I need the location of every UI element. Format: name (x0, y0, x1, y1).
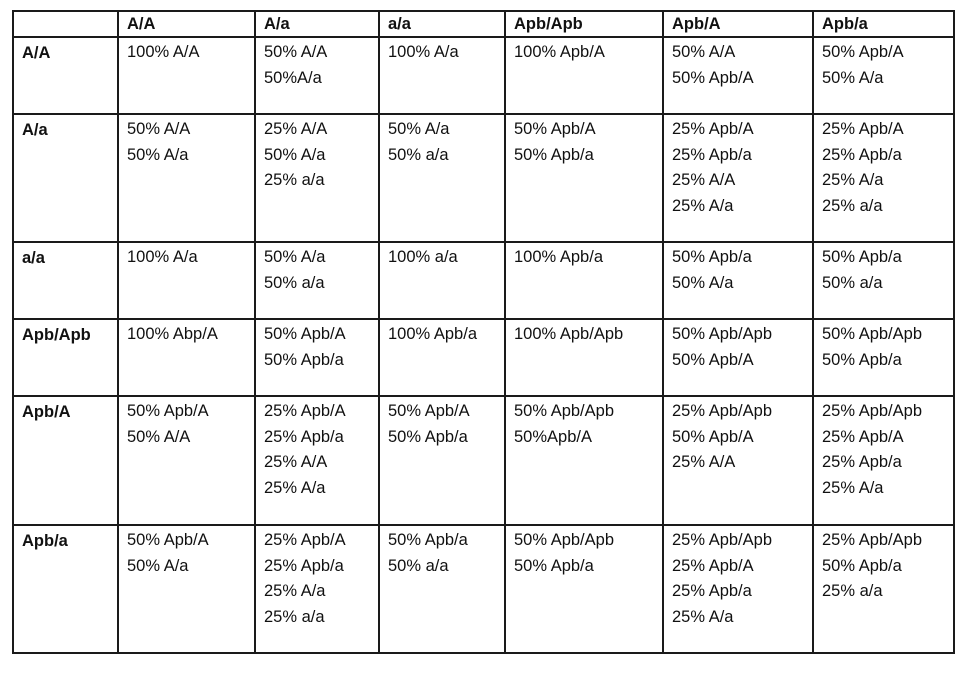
cell-line: 50% A/a (264, 145, 326, 164)
table-cell (663, 396, 813, 525)
cell-line: 50% Apb/A (514, 120, 596, 138)
cell-line: 100% Apb/A (514, 43, 605, 61)
table-cell (118, 114, 255, 242)
cell-line: 50% Apb/Apb (514, 531, 614, 549)
cell-line: 25% A/a (672, 607, 734, 626)
cell-line: 50% Apb/A (264, 325, 346, 343)
table-cell (379, 319, 505, 396)
cell-line: 25% A/a (264, 582, 326, 600)
column-header: a/a (379, 11, 505, 37)
row-header: a/a (13, 242, 118, 319)
cell-line: 25% Apb/A (264, 402, 346, 420)
cell-line: 50% Apb/a (388, 531, 468, 549)
cell-line: 25% A/A (264, 453, 328, 471)
cell-line: 50% Apb/a (388, 427, 468, 446)
table-row (13, 114, 954, 242)
table-cell (255, 114, 379, 242)
table-cell (118, 37, 255, 114)
cell-line: 50% Apb/a (514, 145, 594, 164)
table-cell (663, 242, 813, 319)
cell-line: 50% a/a (264, 273, 325, 292)
corner-cell (13, 11, 118, 37)
cell-line: 25% a/a (264, 171, 325, 189)
table-body (13, 37, 954, 653)
cell-line: 50% Apb/a (264, 350, 344, 369)
table-cell (813, 37, 954, 114)
cell-line: 25% Apb/A (672, 556, 754, 575)
cell-line: 25% a/a (822, 582, 883, 600)
cell-line: 50% Apb/A (672, 68, 754, 87)
cell-line: 100% Apb/a (388, 325, 477, 343)
cell-line: 50% A/a (388, 120, 450, 138)
cell-line: 25% A/a (822, 171, 884, 189)
cell-line: 50% Apb/a (514, 556, 594, 575)
cell-line: 25% Apb/Apb (822, 531, 922, 549)
table-cell (813, 242, 954, 319)
cell-line: 50% Apb/a (672, 248, 752, 266)
row-header: A/A (13, 37, 118, 114)
cell-line: 50% a/a (388, 145, 449, 164)
cell-line: 50% Apb/A (388, 402, 470, 420)
table-cell (255, 319, 379, 396)
cell-line: 25% Apb/A (822, 427, 904, 446)
cell-line: 50% A/a (127, 556, 189, 575)
cell-line: 50% A/A (127, 120, 191, 138)
table-row (13, 525, 954, 653)
cell-line: 50% A/A (127, 427, 191, 446)
column-header: A/a (255, 11, 379, 37)
cell-line: 100% Apb/Apb (514, 325, 624, 343)
table-cell (505, 525, 663, 653)
cell-line: 50% Apb/A (127, 402, 209, 420)
cell-line: 50% Apb/Apb (514, 402, 614, 420)
table-cell (379, 242, 505, 319)
cell-line: 25% Apb/a (672, 582, 752, 600)
cell-line: 100% a/a (388, 248, 458, 266)
cell-line: 25% Apb/Apb (672, 531, 772, 549)
cell-line: 25% Apb/A (822, 120, 904, 138)
table-row (13, 242, 954, 319)
cell-line: 50% A/a (127, 145, 189, 164)
cell-line: 25% Apb/Apb (672, 402, 772, 420)
cell-line: 50% A/A (672, 43, 736, 61)
table-cell (813, 319, 954, 396)
table-cell (255, 37, 379, 114)
table-cell (379, 396, 505, 525)
cell-line: 50% a/a (388, 556, 449, 575)
table-cell (505, 242, 663, 319)
table-cell (505, 37, 663, 114)
table-cell (255, 525, 379, 653)
cell-line: 50% Apb/a (822, 556, 902, 575)
row-header: Apb/Apb (13, 319, 118, 396)
column-header: Apb/a (813, 11, 954, 37)
table-cell (663, 114, 813, 242)
row-header: Apb/a (13, 525, 118, 653)
table-row (13, 396, 954, 525)
cell-line: 25% A/A (264, 120, 328, 138)
table-cell (255, 396, 379, 525)
cell-line: 100% A/A (127, 43, 200, 61)
table-cell (379, 114, 505, 242)
cell-line: 25% A/a (672, 196, 734, 215)
cell-line: 50% Apb/a (822, 248, 902, 266)
cell-line: 25% a/a (822, 196, 883, 215)
cell-line: 50%Apb/A (514, 427, 592, 446)
cell-line: 100% Apb/a (514, 248, 603, 266)
column-header: A/A (118, 11, 255, 37)
cell-line: 50% a/a (822, 273, 883, 292)
cell-line: 25% A/a (264, 478, 326, 497)
cell-line: 100% Abp/A (127, 325, 218, 343)
table-cell (118, 396, 255, 525)
cell-line: 50%A/a (264, 68, 322, 87)
column-header: Apb/Apb (505, 11, 663, 37)
genotype-cross-table (12, 10, 955, 654)
cell-line: 25% Apb/a (264, 427, 344, 446)
cell-line: 50% Apb/A (672, 350, 754, 369)
cell-line: 50% Apb/A (127, 531, 209, 549)
cell-line: 50% Apb/a (822, 350, 902, 369)
column-header: Apb/A (663, 11, 813, 37)
cell-line: 25% Apb/a (672, 145, 752, 164)
cell-line: 50% Apb/A (822, 43, 904, 61)
cell-line: 50% Apb/Apb (672, 325, 772, 343)
table-cell (813, 114, 954, 242)
cell-line: 100% A/a (388, 43, 459, 61)
table-cell (505, 114, 663, 242)
cell-line: 25% a/a (264, 607, 325, 626)
table-cell (813, 396, 954, 525)
cell-line: 25% Apb/A (672, 120, 754, 138)
row-header: A/a (13, 114, 118, 242)
cell-line: 50% A/A (264, 43, 328, 61)
cell-line: 25% A/A (672, 453, 736, 471)
table-cell (255, 242, 379, 319)
table-cell (663, 525, 813, 653)
table-cell (813, 525, 954, 653)
table-row (13, 37, 954, 114)
table-cell (505, 319, 663, 396)
cell-line: 25% Apb/a (822, 453, 902, 471)
table-cell (118, 242, 255, 319)
table-cell (379, 37, 505, 114)
table-cell (118, 525, 255, 653)
cell-line: 50% A/a (264, 248, 326, 266)
table-cell (379, 525, 505, 653)
row-header: Apb/A (13, 396, 118, 525)
table-cell (663, 37, 813, 114)
cell-line: 100% A/a (127, 248, 198, 266)
table-cell (118, 319, 255, 396)
cell-line: 50% Apb/Apb (822, 325, 922, 343)
cell-line: 25% Apb/a (822, 145, 902, 164)
cell-line: 25% Apb/A (264, 531, 346, 549)
cell-line: 25% A/a (822, 478, 884, 497)
cell-line: 25% Apb/Apb (822, 402, 922, 420)
table-cell (505, 396, 663, 525)
cell-line: 25% A/A (672, 171, 736, 189)
table-cell (663, 319, 813, 396)
cell-line: 50% Apb/A (672, 427, 754, 446)
cell-line: 50% A/a (672, 273, 734, 292)
cell-line: 25% Apb/a (264, 556, 344, 575)
cell-line: 50% A/a (822, 68, 884, 87)
table-row (13, 319, 954, 396)
header-row (13, 11, 954, 37)
